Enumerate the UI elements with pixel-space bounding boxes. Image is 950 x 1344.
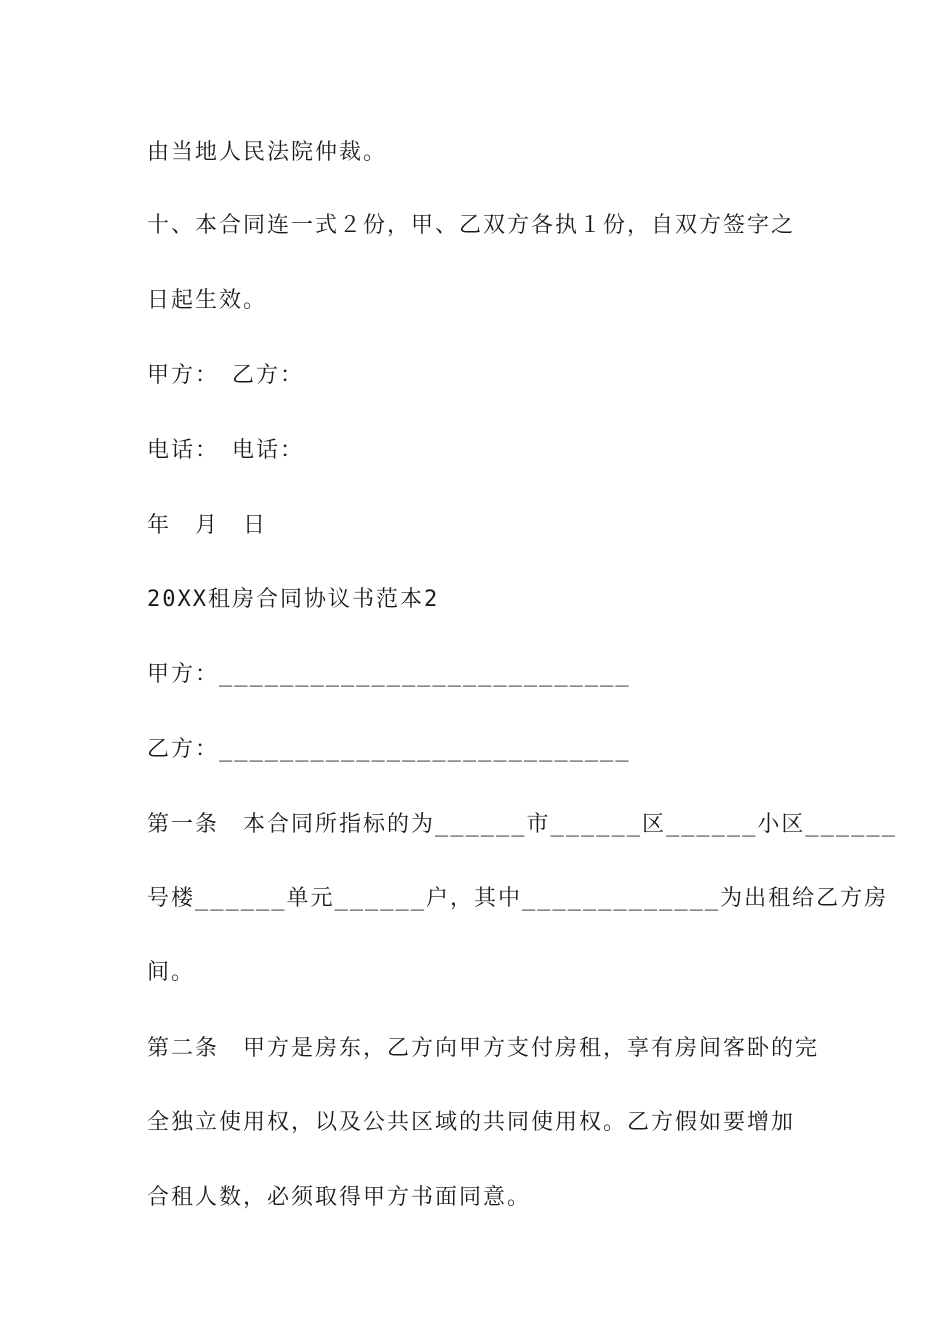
party-a-field: 甲方：___________________________ bbox=[147, 662, 631, 687]
text-line: 甲方： 乙方： bbox=[147, 363, 305, 388]
party-b-field: 乙方：___________________________ bbox=[147, 737, 631, 762]
text-line: 号楼______单元______户，其中_____________为出租给乙方房 bbox=[147, 886, 889, 911]
text-line: 全独立使用权，以及公共区域的共同使用权。乙方假如要增加 bbox=[147, 1110, 796, 1135]
text-line: 十、本合同连一式２份，甲、乙双方各执１份，自双方签字之 bbox=[147, 213, 796, 238]
text-line: 间。 bbox=[147, 960, 196, 985]
text-line: 第一条 本合同所指标的为______市______区______小区______ bbox=[147, 812, 897, 837]
text-line: 电话： 电话： bbox=[147, 438, 305, 463]
text-line: 日起生效。 bbox=[147, 288, 268, 313]
document-title: 20XX租房合同协议书范本2 bbox=[147, 587, 440, 612]
text-line: 合租人数，必须取得甲方书面同意。 bbox=[147, 1185, 532, 1210]
text-line: 第二条 甲方是房东，乙方向甲方支付房租，享有房间客卧的完 bbox=[147, 1036, 820, 1061]
text-line: 年 月 日 bbox=[147, 513, 268, 538]
text-line: 由当地人民法院仲裁。 bbox=[147, 140, 388, 165]
